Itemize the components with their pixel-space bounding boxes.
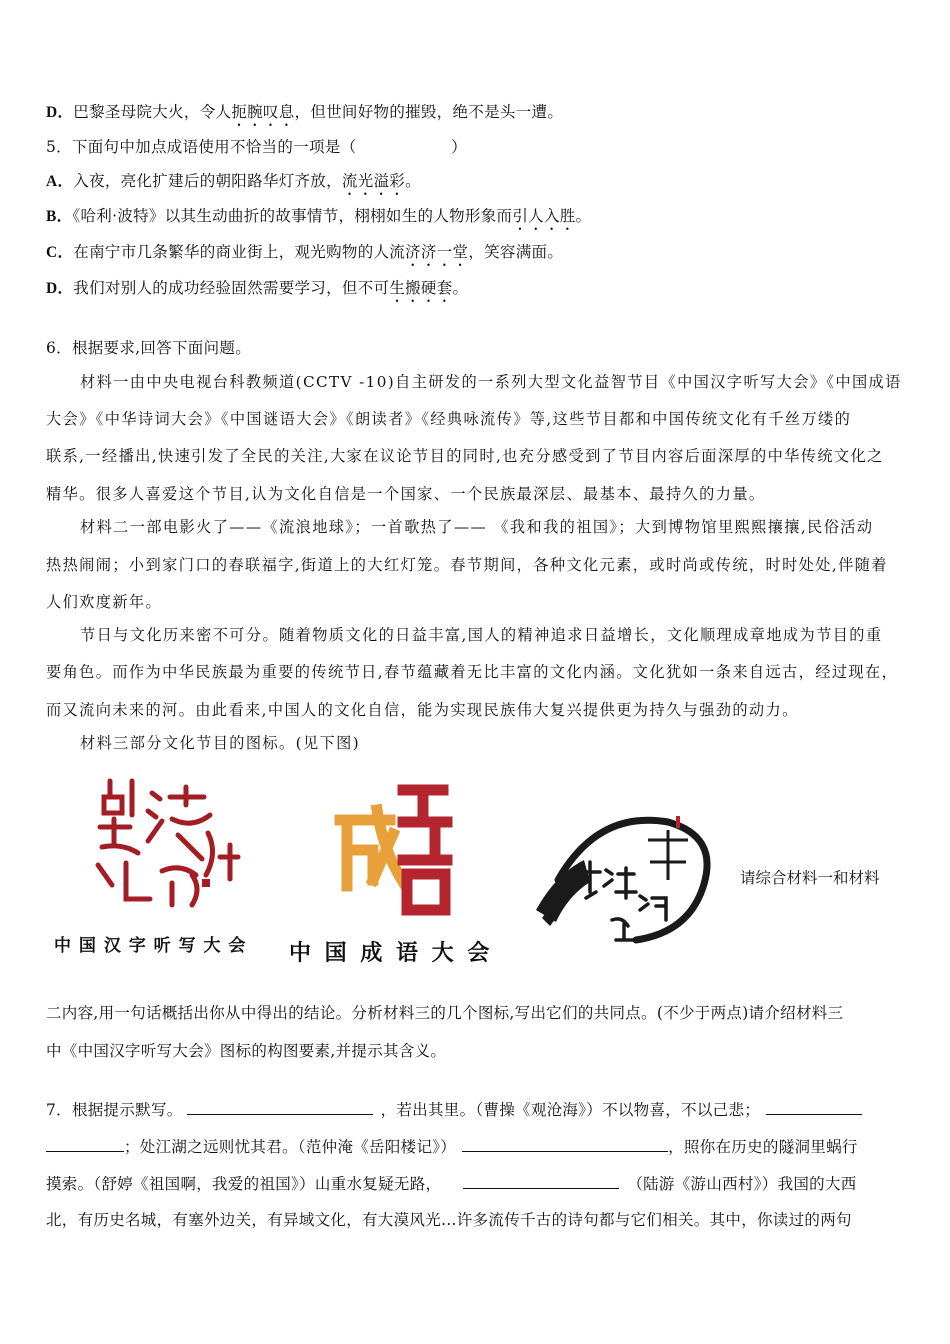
dotted-idiom: 生搬硬套 [389,279,453,297]
material-2b-line: 而又流向未来的河。由此看来,中国人的文化自信，能为实现民族伟大复兴提供更为持久与强劲的动力。 [46,701,799,719]
material-2b-line: 要角色。而作为中华民族最为重要的传统节日,春节蕴藏着无比丰富的文化内涵。文化犹如一条来自远古，经过现在， [46,663,899,681]
option-text-post: 。 [405,172,421,190]
material-1-line: 精华。很多人喜爱这个节目,认为文化自信是一个国家、一个民族最深层、最基本、最持久的力量。 [46,485,766,503]
option-text-pre: 巴黎圣母院大火，令人 [73,103,232,121]
q5-option-b [46,206,904,234]
material-3-label: 材料三部分文化节目的图标。(见下图) [80,734,361,752]
logo-hanzi-tingxie [52,775,262,965]
option-text-post: 。 [575,207,592,225]
q6-after-line: 中《中国汉字听写大会》图标的构图要素,并提示其含义。 [46,1042,447,1060]
dotted-idiom: 引人入胜 [512,207,576,225]
material-2-line: 人们欢度新年。 [46,593,163,611]
dotted-idiom: 扼腕叹息 [231,103,295,121]
option-text-pre: 《哈利·波特》以其生动曲折的故事情节，栩栩如生的人物形象而 [72,207,513,225]
logo-chengyu-mark [285,778,500,918]
logo-shici-mark [528,800,728,970]
q7-text: ，照你在历史的隧洞里蜗行 [668,1138,858,1156]
logo-shici [528,800,728,970]
q7-text: 7．根据提示默写。 [46,1101,183,1119]
answer-blank[interactable] [463,1173,619,1189]
answer-blank[interactable] [462,1136,668,1152]
dotted-idiom: 济济一堂 [405,243,469,261]
q7-line-2 [46,1136,904,1157]
logo-caption: 中 国 成 语 大 会 [289,941,493,966]
logo-caption: 中 国 汉 字 听 写 大 会 [54,936,247,956]
option-text-pre: 在南宁市几条繁华的商业街上，观光购物的人流 [73,243,406,261]
answer-blank[interactable] [46,1136,124,1152]
q7-line-3 [46,1173,904,1194]
material-2b-line: 节日与文化历来密不可分。随着物质文化的日益丰富,国人的精神追求日益增长，文化顺理成章地成为节目的重 [80,626,883,644]
option-letter: C． [46,244,74,261]
answer-blank[interactable] [766,1099,862,1115]
q6-after-line: 二内容,用一句话概括出你从中得出的结论。分析材料三的几个图标,写出它们的共同点。(不少于两点)请介绍材料三 [46,1004,844,1022]
q7-line-1 [46,1099,904,1120]
option-text-post: 。 [452,279,469,297]
side-prompt: 请综合材料一和材料 [740,869,880,887]
material-1-line: 大会》《中华诗词大会》《中国谜语大会》《朗读者》《经典咏流传》等,这些节目都和中国传统文化有千丝万缕的 [46,410,852,428]
q7-text: 摸索。（舒婷《祖国啊，我爱的祖国》）山重水复疑无路， [46,1175,442,1193]
option-text-post: ，但世间好物的摧毁，绝不是头一遭。 [294,103,564,121]
option-text-pre: 入夜，亮化扩建后的朝阳路华灯齐放， [73,172,342,190]
q5-option-c [46,242,904,270]
answer-blank[interactable] [187,1099,373,1115]
material-2-line: 材料二一部电影火了——《流浪地球》；一首歌热了—— 《我和我的祖国》；大到博物馆里熙熙攘攘,民俗活动 [80,518,874,536]
option-letter: B． [46,208,73,225]
dotted-idiom: 流光溢彩 [341,172,406,190]
q5-option-d [46,278,904,306]
q5-option-a [46,171,904,199]
q4-option-d [46,102,904,130]
option-letter: A． [46,173,74,190]
q7-line-4: 北，有历史名城，有塞外边关，有异域文化，有大漠风光…许多流传千古的诗句都与它们相关。其中，你读过的两句 [46,1211,852,1229]
option-text-pre: 我们对别人的成功经验固然需要学习，但不可 [73,279,390,297]
option-text-post: ，笑容满面。 [468,243,564,261]
q7-text: ；处江湖之远则忧其君。（范仲淹《岳阳楼记》） [124,1138,457,1156]
option-letter: D． [46,104,74,121]
material-1-line: 材料一由中央电视台科教频道(CCTV -10)自主研发的一系列大型文化益智节目《中国汉字听写大会》《中国成语 [80,373,902,391]
q5-stem: 5．下面句中加点成语使用不恰当的一项是（ ） [46,138,467,156]
q7-text: ，若出其里。（曹操《观沧海》）不以物喜，不以己悲； [380,1101,761,1119]
material-2-line: 热热闹闹；小到家门口的春联福字,街道上的大红灯笼。春节期间，各种文化元素，或时尚或传统，时时处处,伴随着 [46,556,888,574]
q7-text: （陆游《游山西村》）我国的大西 [627,1175,857,1193]
option-letter: D． [46,280,74,297]
logo-hanzi-mark [52,775,262,915]
logo-chengyu [285,778,500,973]
q6-stem: 6．根据要求,回答下面问题。 [46,339,251,357]
material-1-line: 联系,一经播出,快速引发了全民的关注,大家在议论节目的同时,也充分感受到了节目内容后面深厚的中华传统文化之 [46,447,884,465]
